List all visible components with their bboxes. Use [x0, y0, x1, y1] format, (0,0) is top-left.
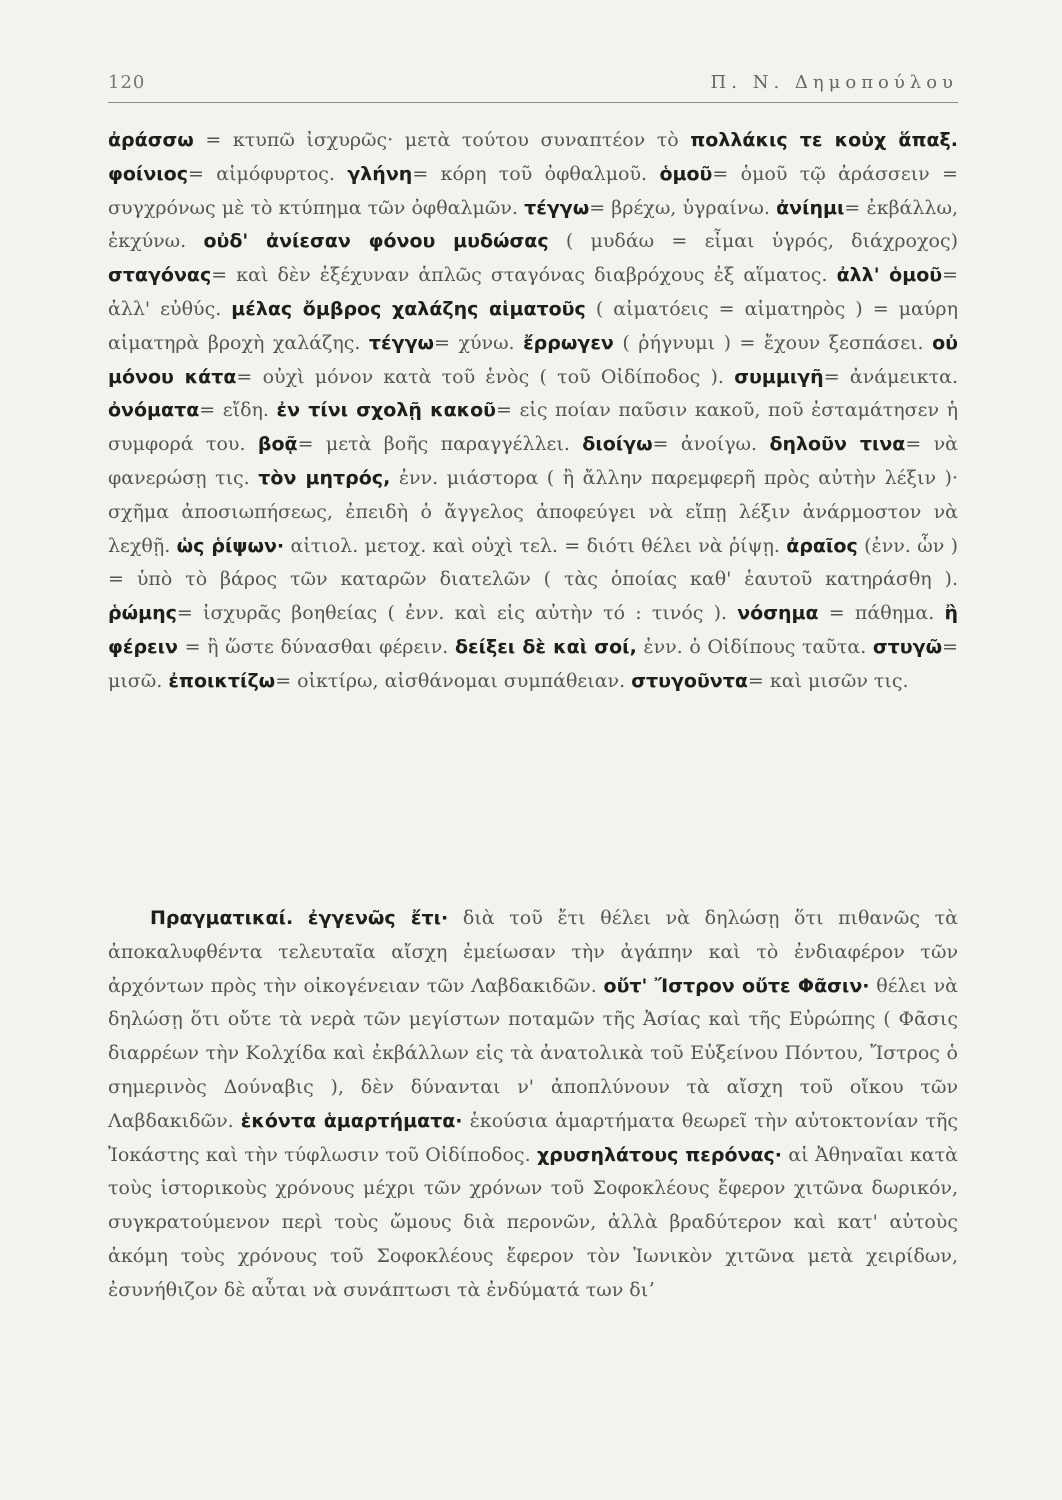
gloss-entry — [108, 129, 690, 151]
commentary-block-lexical — [108, 124, 958, 699]
gloss-term: ἀνίημι — [776, 196, 845, 219]
gloss-entry — [108, 264, 837, 286]
gloss-entry — [108, 975, 958, 1132]
gloss-term: ἢ φέρειν — [108, 602, 958, 658]
gloss-definition: ( αἱματόεις = αἱματηρὸς ) = μαύρη αἱματηρὰ βροχὴ χαλάζης. — [108, 297, 958, 354]
gloss-entry — [582, 433, 769, 455]
gloss-entry — [734, 366, 958, 388]
gloss-term: τὸν μητρός, — [258, 466, 391, 489]
gloss-term: τέγγω — [368, 331, 435, 354]
gloss-definition: = μισῶ. — [108, 635, 959, 692]
gloss-entry — [737, 602, 944, 624]
gloss-term: ἀλλ' ὁμοῦ — [836, 264, 943, 287]
gloss-definition: = χύνω. — [434, 331, 515, 354]
gloss-definition: αἱ Ἀθηναῖαι κατὰ τοὺς ἱστορικοὺς χρόνους μέχρι τῶν χρόνων τοῦ Σοφοκλέους ἔφερον χιτῶνα δωρικόν, συγκρατούμενον περὶ τοὺς ὤμους διὰ περονῶν, ἀλλὰ βραδύτερον καὶ κατ' αὐτοὺς ἀκόμη τοὺς χρόνους τοῦ Σοφοκλέους ἔφερον τὸν Ἰωνικὸν χιτῶνα μετὰ χειρίδων, ἐσυνήθιζον δὲ αὗται νὰ συνάπτωσι τὰ ἐνδύματά των διʼ — [108, 1143, 958, 1301]
gloss-term: διοίγω — [582, 433, 653, 456]
gloss-definition: = οὐχὶ μόνον κατὰ τοῦ ἑνὸς ( τοῦ Οἰδίποδος ). — [236, 365, 724, 388]
gloss-term: χρυσηλάτους περόνας· — [536, 1143, 782, 1166]
gloss-entry — [369, 332, 523, 354]
gloss-term: φοίνιος — [108, 162, 188, 185]
gloss-definition: (ἐνν. ὧν ) = ὑπὸ τὸ βάρος τῶν καταρῶν διατελῶν ( τὰς ὁποίας καθ' ἑαυτοῦ κατηράσθη ). — [108, 534, 959, 591]
gloss-term: σταγόνας — [108, 264, 212, 287]
gloss-entry — [523, 332, 932, 354]
gloss-term: ἀραῖος — [786, 534, 858, 557]
gloss-entry — [690, 129, 958, 151]
gloss-entry — [108, 163, 347, 185]
gloss-definition: ἑκούσια ἁμαρτήματα θεωρεῖ τὴν αὐτοκτονίαν τῆς Ἰοκάστης καὶ τὴν τύφλωσιν τοῦ Οἰδίποδος. — [108, 1109, 958, 1166]
gloss-entry — [177, 535, 787, 557]
gloss-term: δείξει δὲ καὶ σοί, — [454, 635, 637, 658]
gloss-definition: αἰτιολ. μετοχ. καὶ οὐχὶ τελ. = διότι θέλει νὰ ῥίψῃ. — [290, 534, 780, 557]
gloss-entry — [108, 399, 277, 421]
gloss-term: ἑκόντα ἁμαρτήματα· — [240, 1109, 463, 1132]
gloss-entry — [631, 670, 908, 692]
gloss-term: ἐν τίνι σχολῇ κακοῦ — [276, 399, 497, 422]
gloss-entry — [108, 1144, 958, 1301]
gloss-term: τέγγω — [524, 196, 590, 219]
gloss-definition: = ἰσχυρᾶς βοηθείας ( ἐνν. καὶ εἰς αὐτὴν τό : τινός ). — [176, 602, 728, 625]
gloss-term: μέλας ὄμβρος χαλάζης αἱματοῦς — [231, 297, 586, 320]
gloss-definition: = καὶ μισῶν τις. — [747, 669, 909, 692]
gloss-definition: = εἰς ποίαν παῦσιν κακοῦ, ποῦ ἐσταμάτησεν ἡ συμφορά του. — [108, 399, 959, 456]
gloss-definition: = ἀνοίγω. — [652, 433, 758, 456]
gloss-entry — [108, 602, 737, 624]
gloss-definition: ( ῥήγνυμι ) = ἔχουν ξεσπάσει. — [622, 331, 924, 354]
page-number: 120 — [108, 72, 146, 93]
gloss-term: οὔτ' Ἴστρον οὔτε Φᾶσιν· — [603, 974, 870, 997]
gloss-entry — [524, 197, 776, 219]
section-heading — [108, 907, 308, 929]
gloss-definition: = πάθημα. — [828, 602, 935, 625]
gloss-term: συμμιγῆ — [734, 365, 824, 388]
gloss-term: πολλάκις τε κοὐχ ἅπαξ. — [690, 129, 958, 151]
gloss-definition: = κόρη τοῦ ὀφθαλμοῦ. — [412, 162, 648, 185]
gloss-term: ἀράσσω — [108, 129, 194, 151]
gloss-term: ὀνόματα — [108, 399, 200, 422]
gloss-definition: = εἴδη. — [199, 399, 269, 422]
gloss-entry — [455, 636, 873, 658]
gloss-definition: ἐνν. ὁ Οἰδίπους ταῦτα. — [643, 635, 867, 658]
gloss-definition: = ἀνάμεικτα. — [823, 365, 958, 388]
commentary-block-realia — [108, 902, 958, 1308]
gloss-definition: = νὰ φανερώσῃ τις. — [108, 433, 959, 489]
running-head: Π. Ν. Δημοπούλου — [710, 72, 958, 93]
gloss-term: ἐποικτίζω — [168, 669, 276, 692]
page-header — [108, 66, 958, 103]
gloss-term: γλήνη — [347, 162, 413, 185]
gloss-definition: = κτυπῶ ἰσχυρῶς· μετὰ τούτου συναπτέον τὸ — [205, 129, 679, 151]
gloss-term: ὁμοῦ — [659, 162, 713, 185]
gloss-term: οὐδ' ἀνίεσαν φόνου μυδώσας — [203, 230, 549, 253]
gloss-term: οὐ μόνου κάτα — [108, 331, 958, 388]
section-heading-text: Πραγματικαί. — [150, 907, 294, 929]
gloss-term: ῥώμης — [108, 602, 177, 625]
gloss-definition: = οἰκτίρω, αἰσθάνομαι συμπάθειαν. — [275, 669, 626, 692]
gloss-term: νόσημα — [737, 602, 819, 625]
gloss-definition: διὰ τοῦ ἔτι θέλει νὰ δηλώσῃ ὅτι πιθανῶς τὰ ἀποκαλυφθέντα τελευταῖα αἴσχη ἐμείωσαν τὴν ἀγάπην καὶ τὸ ἐνδιαφέρον τῶν ἀρχόντων πρὸς τὴν οἰκογένειαν τῶν Λαβδακιδῶν. — [108, 907, 958, 997]
gloss-entry — [347, 163, 659, 185]
gloss-definition: = βρέχω, ὑγραίνω. — [589, 196, 770, 219]
gloss-entry — [203, 230, 958, 252]
gloss-definition: = αἱμόφυρτος. — [187, 162, 335, 185]
gloss-definition: = ἢ ὥστε δύνασθαι φέρειν. — [184, 635, 449, 658]
gloss-definition: = ἀλλ' εὐθύς. — [108, 264, 959, 320]
gloss-term: στυγοῦντα — [631, 669, 748, 692]
gloss-definition: = ὁμοῦ τῷ ἀράσσειν = συγχρόνως μὲ τὸ κτύπημα τῶν ὀφθαλμῶν. — [108, 162, 958, 219]
gloss-definition: = μετὰ βοῆς παραγγέλλει. — [297, 433, 570, 456]
gloss-definition: = καὶ δὲν ἐξέχυναν ἁπλῶς σταγόνας διαβρόχους ἐξ αἵματος. — [211, 264, 828, 287]
gloss-entry — [168, 670, 631, 692]
gloss-term: βοᾷ — [257, 433, 298, 456]
gloss-term: δηλοῦν τινα — [769, 433, 906, 456]
gloss-term: ἐγγενῶς ἔτι· — [307, 907, 449, 929]
gloss-definition: ἐνν. μιάστορα ( ἢ ἄλλην παρεμφερῆ πρὸς αὐτὴν λέξιν )· σχῆμα ἀποσιωπήσεως, ἐπειδὴ ὁ ἄγγελος ἀποφεύγει νὰ εἴπῃ λέξιν ἀνάρμοστον νὰ λεχθῇ. — [108, 466, 958, 557]
gloss-definition: θέλει νὰ δηλώσῃ ὅτι οὔτε τὰ νερὰ τῶν μεγίστων ποταμῶν τῆς Ἀσίας καὶ τῆς Εὐρώπης ( Φᾶσις διαρρέων τὴν Κολχίδα καὶ ἐκβάλλων εἰς τὰ ἀνατολικὰ τοῦ Εὐξείνου Πόντου, Ἴστρος ὁ σημερινὸς Δούναβις ), δὲν δύνανται ν' ἀποπλύνουν τὰ αἴσχη τοῦ οἴκου τῶν Λαβδακιδῶν. — [108, 974, 958, 1132]
gloss-entry — [258, 433, 582, 455]
gloss-definition: ( μυδάω = εἶμαι ὑγρός, διάχροχος) — [565, 230, 958, 253]
gloss-term: ἔρρωγεν — [523, 331, 614, 354]
gloss-term: ὡς ῥίψων· — [176, 534, 285, 557]
gloss-term: στυγῶ — [872, 635, 943, 658]
gloss-definition: = ἐκβάλλω, ἐκχύνω. — [108, 196, 958, 253]
